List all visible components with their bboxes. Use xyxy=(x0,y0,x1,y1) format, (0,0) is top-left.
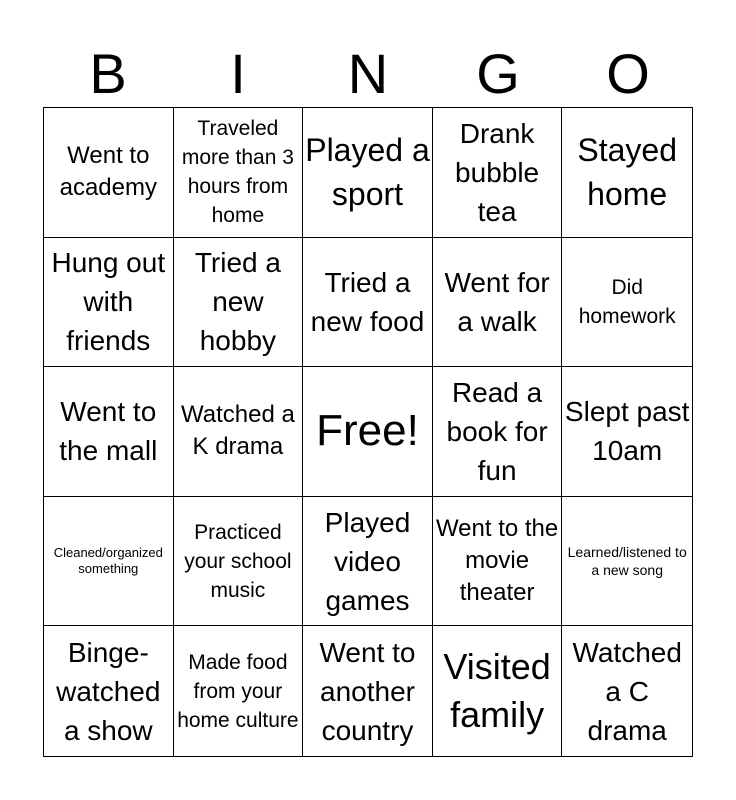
cell-text: Watched a K drama xyxy=(180,401,295,461)
cell-text: Went to the mall xyxy=(59,396,158,467)
bingo-cell[interactable] xyxy=(174,108,304,238)
cell-text: Visited family xyxy=(443,646,551,736)
cell-text: Tried a new hobby xyxy=(194,247,281,357)
bingo-cell[interactable] xyxy=(174,238,304,368)
header-letter-n: N xyxy=(347,42,389,105)
cell-text: Made food from your home culture xyxy=(177,650,299,732)
bingo-cell[interactable] xyxy=(44,367,174,497)
cell-text: Went for a walk xyxy=(444,266,550,337)
cell-text: Read a book for fun xyxy=(446,376,548,486)
cell-text: Binge-watched a show xyxy=(56,636,161,746)
bingo-cell[interactable] xyxy=(433,626,563,756)
bingo-cell[interactable] xyxy=(562,497,692,627)
bingo-cell[interactable] xyxy=(433,367,563,497)
bingo-cell[interactable] xyxy=(303,497,433,627)
cell-text: Tried a new food xyxy=(310,266,425,337)
header-letter-b: B xyxy=(89,42,127,105)
header-letter-o: O xyxy=(606,42,650,105)
cell-text: Went to the movie theater xyxy=(435,515,559,607)
cell-text: Played video games xyxy=(324,506,411,616)
cell-text: Did homework xyxy=(578,275,676,328)
cell-text: Went to another country xyxy=(319,636,416,746)
bingo-cell[interactable] xyxy=(562,108,692,238)
bingo-cell[interactable] xyxy=(562,367,692,497)
bingo-cell[interactable] xyxy=(174,497,304,627)
cell-text: Learned/listened to a new song xyxy=(567,544,687,579)
cell-text: Played a sport xyxy=(305,132,430,213)
bingo-cell[interactable] xyxy=(303,626,433,756)
bingo-cell[interactable] xyxy=(44,238,174,368)
bingo-cell[interactable] xyxy=(433,108,563,238)
cell-text: Free! xyxy=(316,406,419,456)
cell-text: Stayed home xyxy=(577,132,677,213)
bingo-cell[interactable] xyxy=(44,497,174,627)
bingo-cell[interactable] xyxy=(562,238,692,368)
bingo-card xyxy=(43,107,693,757)
cell-text: Slept past 10am xyxy=(564,396,690,467)
bingo-cell[interactable] xyxy=(303,238,433,368)
cell-text: Went to academy xyxy=(59,142,157,202)
free-space[interactable] xyxy=(303,367,433,497)
bingo-cell[interactable] xyxy=(44,626,174,756)
header-letter-g: G xyxy=(476,42,520,105)
cell-text: Traveled more than 3 hours from home xyxy=(181,117,294,228)
bingo-cell[interactable] xyxy=(433,238,563,368)
cell-text: Hung out with friends xyxy=(51,247,166,357)
cell-text: Cleaned/organized something xyxy=(53,545,163,577)
cell-text: Watched a C drama xyxy=(572,636,682,746)
bingo-cell[interactable] xyxy=(433,497,563,627)
bingo-header xyxy=(43,40,693,108)
cell-text: Practiced your school music xyxy=(184,520,292,602)
bingo-cell[interactable] xyxy=(174,626,304,756)
bingo-cell[interactable] xyxy=(562,626,692,756)
bingo-cell[interactable] xyxy=(174,367,304,497)
header-letter-i: I xyxy=(230,42,246,105)
bingo-cell[interactable] xyxy=(303,108,433,238)
cell-text: Drank bubble tea xyxy=(455,117,540,227)
bingo-cell[interactable] xyxy=(44,108,174,238)
